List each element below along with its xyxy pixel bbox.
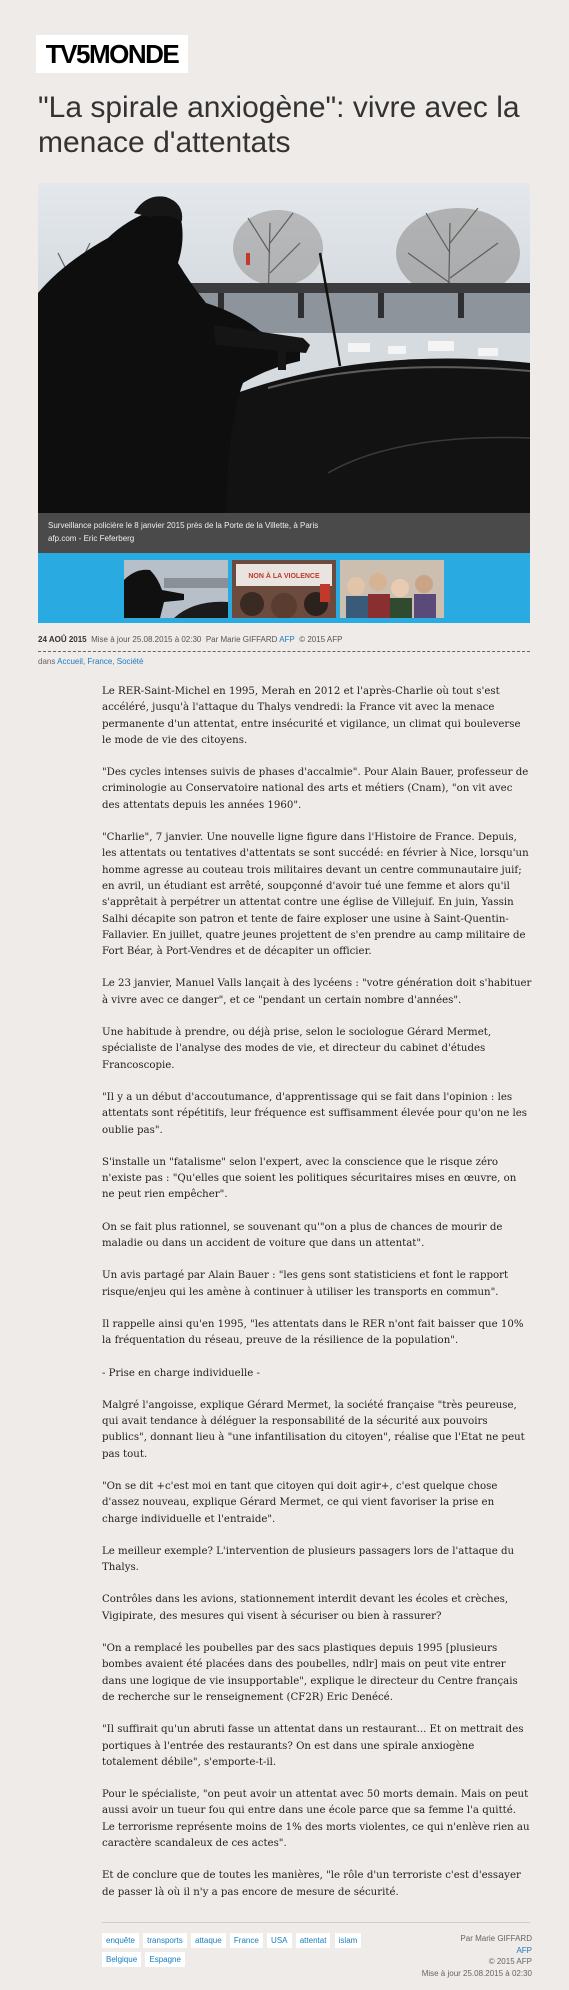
paragraph: "Il suffirait qu'un abruti fasse un attentat dans un restaurant... Et on mettrait des portiques à l'entrée des restaurants? On est dans une spirale anxiogène totalement débile", s'emporte-t-il.	[102, 1724, 524, 1768]
thumb-sign-text: NON À LA VIOLENCE	[248, 573, 320, 580]
breadcrumb-prefix: dans	[38, 657, 56, 666]
tag[interactable]: Espagne	[145, 1952, 185, 1967]
tag[interactable]: Belgique	[102, 1952, 141, 1967]
breadcrumb: dans Accueil, France, Société	[38, 657, 144, 666]
breadcrumb-france[interactable]: France	[87, 657, 113, 666]
breadcrumb-societe[interactable]: Société	[116, 657, 144, 666]
copyright: © 2015 AFP	[299, 635, 343, 644]
section-subheading: - Prise en charge individuelle -	[102, 1367, 260, 1379]
tag-list	[102, 1933, 372, 1971]
paragraph: Pour le spécialiste, "on peut avoir un attentat avec 50 morts demain. Mais on peut aussi avoir un tueur fou qui entre dans une école parce que sa femme l'a quitté. Le terrorisme représente moins de 1% des morts violentes, ce qui n'enlève rien au caractère scandaleux de ces actes".	[102, 1789, 530, 1850]
photo-caption-bar	[38, 513, 530, 553]
update-time: Mise à jour 25.08.2015 à 02:30	[91, 635, 202, 644]
gallery-strip	[38, 553, 530, 623]
paragraph: Et de conclure que de toutes les manières, "le rôle d'un terroriste c'est d'essayer de passer là où il n'y a pas encore de mesure de sécurité.	[102, 1870, 521, 1898]
paragraph: "Charlie", 7 janvier. Une nouvelle ligne figure dans l'Histoire de France. Depuis, les attentats ou tentatives d'attentats se sont succédé: en février à Nice, lorsqu'un homme agresse au couteau trois militaires devant un centre communautaire juif; en avril, un étudiant est arrêté, soupçonné d'avoir tué une femme et alors qu'il s'apprêtait à perpétrer un attentat contre une église de Villejuif. En juin, Yassin Salhi décapite son patron et tente de faire exploser une usine à Saint-Quentin-Fallavier. En juillet, quatre jeunes projettent de s'en prendre au camp militaire de Fort Béar, à Port-Vendres et de décapiter un officier.	[102, 832, 529, 958]
footer-update-time: Mise à jour 25.08.2015 à 02:30	[421, 1968, 532, 1978]
publish-date: 24 AOÛ 2015	[38, 635, 87, 644]
tag[interactable]: attaque	[191, 1933, 226, 1948]
footer-copyright: © 2015 AFP	[488, 1957, 532, 1966]
paragraph: Malgré l'angoisse, explique Gérard Mermet, la société française "très peureuse, qui avait tendance à déléguer la responsabilité de la sécurité aux pouvoirs publics", donnant lieu à "une infantilisation du citoyen", réalise que l'Etat ne peut pas tout.	[102, 1399, 525, 1460]
tags-divider	[102, 1922, 530, 1923]
paragraph: "On se dit +c'est moi en tant que citoyen qui doit agir+, c'est quelque chose d'assez nouveau, explique Gérard Mermet, ce qui vient favoriser la prise en charge individuelle et l'entraide".	[102, 1480, 498, 1525]
paragraph: Contrôles dans les avions, stationnement interdit devant les écoles et crèches, Vigipirate, des mesures qui visent à sécuriser ou bien à rassurer?	[102, 1594, 509, 1622]
gallery-thumb-2[interactable]	[232, 560, 336, 618]
tag[interactable]: France	[230, 1933, 263, 1948]
paragraph: S'installe un "fatalisme" selon l'expert, avec la conscience que le risque zéro n'existe pas : "Qu'elles que soient les politiques sécuritaires mises en œuvre, on ne peut rien empêcher".	[102, 1156, 517, 1201]
paragraph: "On a remplacé les poubelles par des sacs plastiques depuis 1995 [plusieurs bombes avaient été placées dans des poubelles, ndlr] mais on peut vite entrer dans une logique de vie insupportable", explique le directeur du Centre français de recherche sur le renseignement (CF2R) Eric Denécé.	[102, 1643, 518, 1703]
tag[interactable]: islam	[335, 1933, 362, 1948]
paragraph: "Des cycles intenses suivis de phases d'accalmie". Pour Alain Bauer, professeur de criminologie au Conservatoire national des arts et métiers (Cnam), "on vit avec des attentats depuis les années 1960".	[102, 767, 529, 811]
paragraph: Un avis partagé par Alain Bauer : "les gens sont statisticiens et font le rapport risque/enjeu qui les amène à continuer à utiliser les transports en commun".	[102, 1270, 509, 1298]
main-photo	[38, 183, 530, 513]
tv5monde-logo[interactable]	[36, 35, 188, 73]
gallery-thumb-1[interactable]	[124, 560, 228, 618]
tag[interactable]: enquête	[102, 1933, 139, 1948]
article-meta	[38, 635, 530, 644]
photo-credit: afp.com - Eric Feferberg	[48, 534, 135, 543]
meta-divider	[38, 651, 530, 652]
tag[interactable]: USA	[267, 1933, 291, 1948]
footer-agency-link[interactable]: AFP	[516, 1945, 532, 1955]
paragraph: On se fait plus rationnel, se souvenant qu'"on a plus de chances de mourir de maladie ou dans un accident de voiture que dans un attentat".	[102, 1221, 503, 1250]
paragraph: Le RER-Saint-Michel en 1995, Merah en 2012 et l'après-Charlie où tout s'est accéléré, jusqu'à l'attaque du Thalys vendredi: la France vit avec la menace permanente d'un attentat, entre insécurité et vigilance, un climat qui bouleverse le mode de vie des citoyens.	[102, 686, 521, 746]
paragraph: "Il y a un début d'accoutumance, d'apprentissage qui se fait dans l'opinion : les attentats sont répétitifs, leur fréquence est suffisamment élevée pour qu'on ne les oublie pas".	[102, 1091, 528, 1136]
paragraph: Le 23 janvier, Manuel Valls lançait à des lycéens : "votre génération doit s'habituer à vivre avec ce danger", et ce "pendant un certain nombre d'années".	[102, 978, 532, 1006]
footer-author: Par Marie GIFFARD	[460, 1934, 532, 1943]
author: Par Marie GIFFARD	[205, 635, 278, 644]
breadcrumb-accueil[interactable]: Accueil	[57, 657, 83, 666]
gallery-thumb-3[interactable]	[340, 560, 444, 618]
agency-link[interactable]: AFP	[279, 635, 295, 644]
article-title: "La spirale anxiogène": vivre avec la menace d'attentats	[38, 91, 520, 159]
paragraph: Une habitude à prendre, ou déjà prise, selon le sociologue Gérard Mermet, spécialiste de l'analyse des modes de vie, et directeur du cabinet d'études Francoscopie.	[102, 1027, 492, 1071]
paragraph: Le meilleur exemple? L'intervention de plusieurs passagers lors de l'attaque du Thalys.	[102, 1545, 515, 1574]
tag[interactable]: attentat	[296, 1933, 331, 1948]
paragraph: Il rappelle ainsi qu'en 1995, "les attentats dans le RER n'ont fait baisser que 10% la fréquentation du réseau, preuve de la résilience de la population".	[102, 1318, 524, 1347]
tag[interactable]: transports	[143, 1933, 187, 1948]
article-body	[102, 684, 532, 1917]
photo-caption: Surveillance policière le 8 janvier 2015 près de la Porte de la Villette, à Paris	[48, 521, 319, 530]
logo-text: TV5MONDE	[45, 38, 179, 69]
footer-credits	[422, 1933, 532, 1979]
